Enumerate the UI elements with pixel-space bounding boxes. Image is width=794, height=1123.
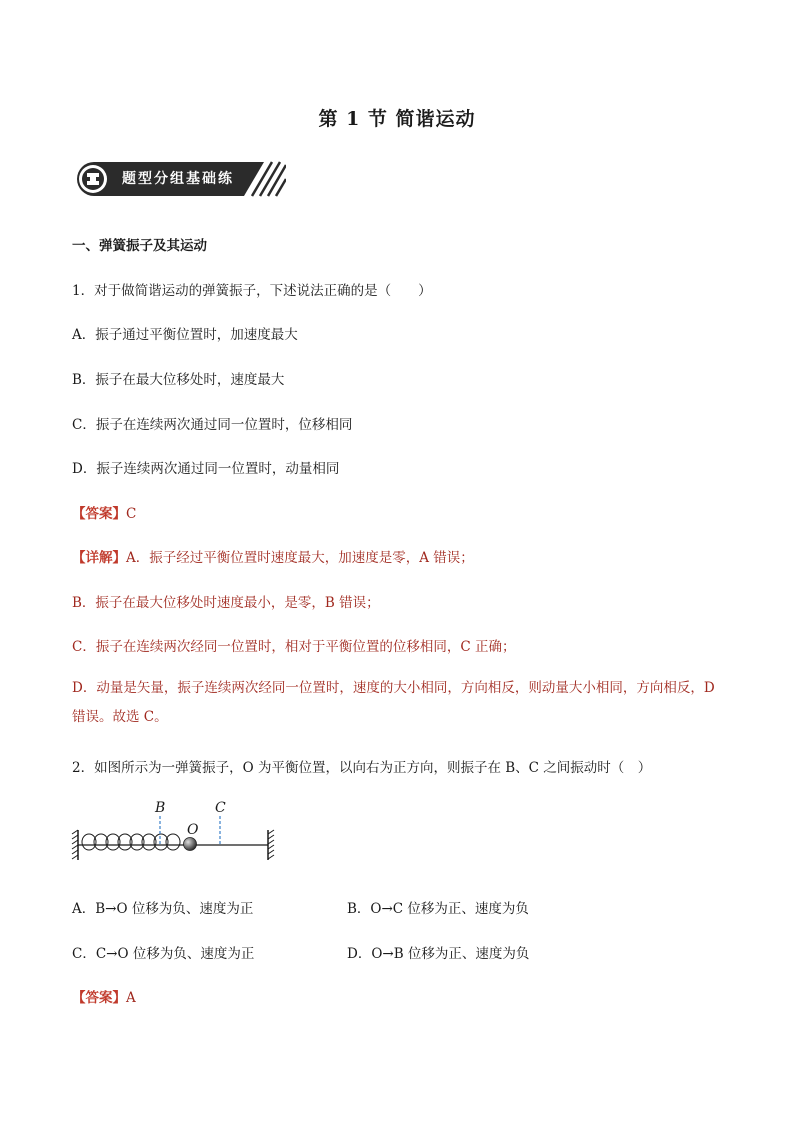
label-o: O: [187, 822, 199, 838]
q2-option-a: A．B→O 位移为负、速度为正: [72, 901, 254, 917]
q2-option-b: B．O→C 位移为正、速度为负: [347, 901, 529, 917]
section-heading: 一、弹簧振子及其运动: [72, 238, 207, 254]
q2-answer: [72, 986, 136, 1006]
question-1-stem: 1．对于做简谐运动的弹簧振子，下述说法正确的是（ ）: [72, 283, 432, 299]
q2-option-d: D．O→B 位移为正、速度为负: [347, 946, 530, 962]
q1-detail-line-b: B．振子在最大位移处时速度最小，是零，B 错误；: [72, 595, 380, 611]
q1-option-c: C．振子在连续两次通过同一位置时，位移相同: [72, 417, 353, 433]
answer-value: C: [126, 506, 137, 522]
q1-answer: [72, 502, 136, 522]
label-b: B: [155, 800, 166, 816]
q1-detail-line-d: D．动量是矢量，振子连续两次经同一位置时，速度的大小相同，方向相反，则动量大小相同，方向相反，D 错误。故选 C。: [72, 680, 715, 725]
answer-tag: 【答案】: [72, 506, 126, 522]
spring-icon: [82, 834, 180, 850]
label-c: C: [215, 800, 226, 816]
detail-tag: 【详解】: [72, 550, 126, 566]
ball-icon: [184, 838, 197, 851]
spring-oscillator-figure: [70, 796, 285, 866]
page-title: 第 1 节 简谐运动: [318, 108, 476, 130]
q1-option-a: A．振子通过平衡位置时，加速度最大: [72, 327, 298, 343]
q1-option-d: D．振子连续两次通过同一位置时，动量相同: [72, 461, 340, 477]
banner-label: 题型分组基础练: [122, 171, 234, 187]
answer-value: A: [126, 990, 136, 1006]
question-2-stem: 2．如图所示为一弹簧振子，O 为平衡位置，以向右为正方向，则振子在 B、C 之间振动时（ ）: [72, 760, 652, 776]
q1-option-b: B．振子在最大位移处时，速度最大: [72, 372, 285, 388]
q1-detail-line-c: C．振子在连续两次经同一位置时，相对于平衡位置的位移相同，C 正确；: [72, 639, 516, 655]
q1-detail-line-a: 【详解】A．振子经过平衡位置时速度最大，加速度是零，A 错误；: [72, 550, 474, 566]
q2-option-c: C．C→O 位移为负、速度为正: [72, 946, 255, 962]
answer-tag: 【答案】: [72, 990, 126, 1006]
